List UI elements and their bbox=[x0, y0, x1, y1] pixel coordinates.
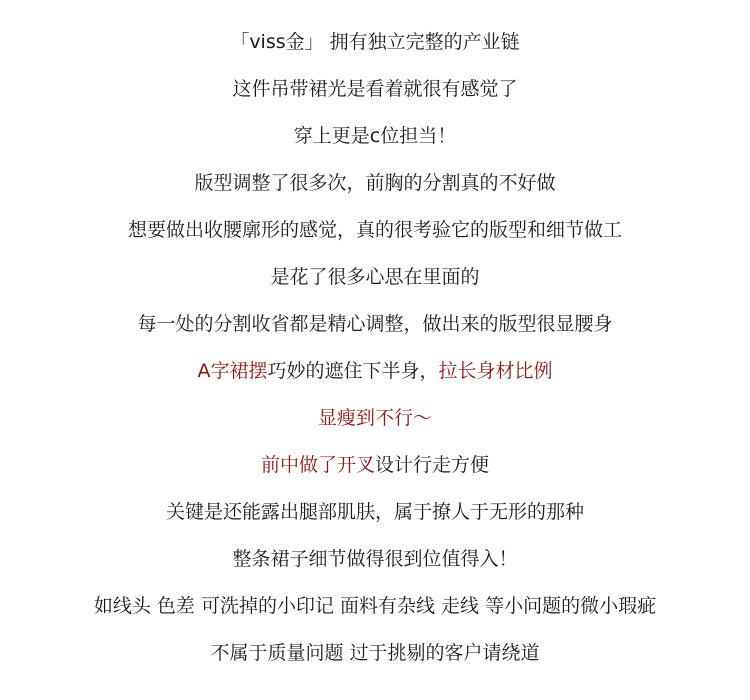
text-line-4: 版型调整了很多次，前胸的分割真的不好做 bbox=[194, 172, 556, 194]
highlight-front-slit: 前中做了开叉 bbox=[260, 454, 375, 476]
text-line-14: 不属于质量问题 过于挑剔的客户请绕道 bbox=[210, 642, 540, 664]
text-line-8 bbox=[0, 351, 750, 398]
text-line-2: 这件吊带裙光是看着就很有感觉了 bbox=[232, 78, 518, 100]
text-line-1: 「viss金」 拥有独立完整的产业链 bbox=[230, 31, 520, 53]
text-line-8-middle: 巧妙的遮住下半身， bbox=[267, 360, 439, 382]
text-line-10 bbox=[0, 445, 750, 492]
description-text-block bbox=[0, 22, 750, 680]
text-line-12: 整条裙子细节做得很到位值得入！ bbox=[232, 548, 518, 570]
text-line-13: 如线头 色差 可洗掉的小印记 面料有杂线 走线 等小问题的微小瑕疵 bbox=[93, 595, 657, 617]
text-line-11: 关键是还能露出腿部肌肤，属于撩人于无形的那种 bbox=[165, 501, 584, 523]
text-line-10-rest: 设计行走方便 bbox=[375, 454, 490, 476]
text-line-5: 想要做出收腰廓形的感觉，真的很考验它的版型和细节做工 bbox=[127, 219, 622, 241]
text-line-7: 每一处的分割收省都是精心调整，做出来的版型很显腰身 bbox=[137, 313, 613, 335]
highlight-lengthen-proportion: 拉长身材比例 bbox=[438, 360, 553, 382]
text-line-6: 是花了很多心思在里面的 bbox=[270, 266, 480, 288]
highlight-a-line-skirt: A字裙摆 bbox=[197, 360, 268, 382]
text-line-3: 穿上更是c位担当！ bbox=[293, 125, 457, 147]
highlight-slimming: 显瘦到不行～ bbox=[317, 407, 432, 429]
